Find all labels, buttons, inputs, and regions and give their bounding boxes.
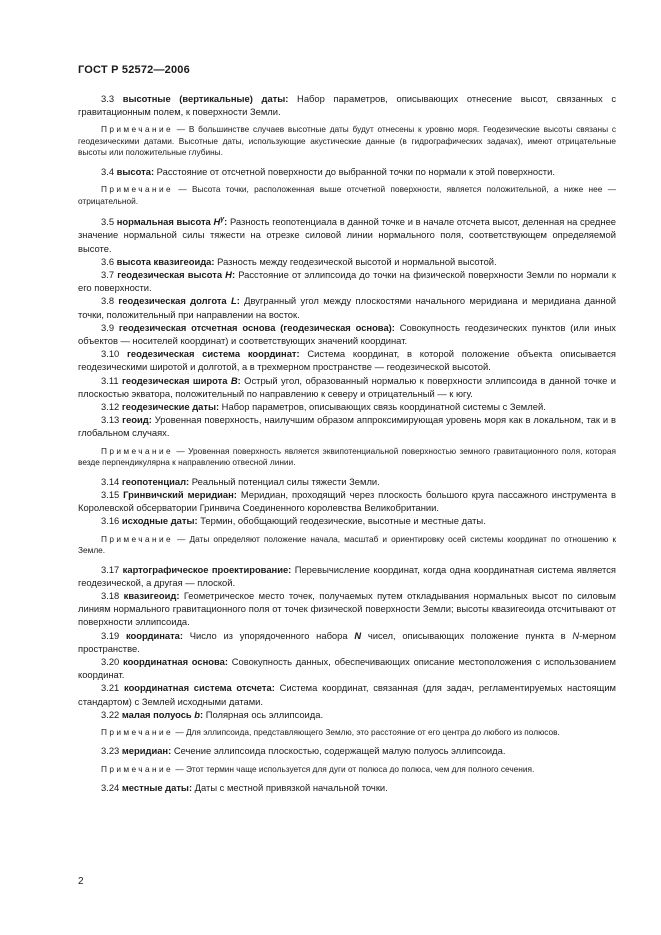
term-colon: : <box>236 295 240 307</box>
definition-paragraph <box>78 413 616 439</box>
definition-text: Разность геопотенциала в данной точке и в начале отсчета высот, деленная на среднее значение нормальной силы тяжести на отрезке силовой линии нормального поля, соответствующем определяемой высоте. <box>78 216 617 254</box>
page-number: 2 <box>78 876 84 887</box>
definition-text: Реальный потенциал силы тяжести Земли. <box>189 475 380 487</box>
clause-number: 3.7 <box>101 269 115 281</box>
clause-number: 3.4 <box>101 165 115 177</box>
term-name: геодезическая широта <box>121 374 231 386</box>
term-symbol-superscript: γ <box>220 216 225 224</box>
term-colon: : <box>224 216 228 228</box>
definition-paragraph <box>78 629 616 655</box>
clause-number: 3.9 <box>101 321 115 333</box>
definition-text: Перевычисление координат, когда одна координатная система является геодезической, а другая — плоской. <box>78 563 616 588</box>
term-name: геодезическая отсчетная основа (геодезическая основа): <box>118 321 395 333</box>
term-name: малая полуось <box>121 708 195 720</box>
definition-text: Термин, обобщающий геодезические, высотные и местные даты. <box>197 515 486 527</box>
definition-paragraph <box>78 475 616 488</box>
definition-text: Совокупность геодезических пунктов (или иных объектов — носителей координат) и соответствующих значений координат. <box>78 321 616 347</box>
term-symbol: b <box>194 708 201 720</box>
inline-symbol: N <box>354 629 362 641</box>
note-paragraph <box>78 727 616 739</box>
term-colon: : <box>231 269 236 281</box>
clause-number: 3.18 <box>101 589 120 601</box>
note-text: — Даты определяют положение начала, масштаб и ориентировку осей системы координат по отношению к Земле. <box>78 533 616 555</box>
inline-symbol: N <box>572 629 580 641</box>
term-name: высота: <box>116 165 155 177</box>
clause-number: 3.15 <box>101 488 120 500</box>
term-colon: : <box>200 708 204 720</box>
clause-number: 3.13 <box>101 414 120 426</box>
clause-number: 3.21 <box>101 682 120 694</box>
clause-number: 3.12 <box>101 401 120 413</box>
definition-paragraph <box>78 514 616 527</box>
definition-text: Набор параметров, описывающих связь координатной системы с Землей. <box>219 401 546 413</box>
definition-paragraph <box>78 374 616 400</box>
clause-number: 3.17 <box>101 563 120 575</box>
note-label: Примечание <box>101 124 174 135</box>
definition-text: Число из упорядоченного набора <box>183 629 355 641</box>
note-text: — Для эллипсоида, представляющего Землю, это расстояние от его центра до любого из полюсов. <box>173 726 560 737</box>
term-name: Гринвичский меридиан: <box>123 488 237 500</box>
term-symbol: B <box>230 374 238 386</box>
definition-text: Система координат, в которой положение объекта описывается геодезическими широтой и долготой, а в трехмерном пространстве — геодезической высотой. <box>78 348 616 373</box>
definition-paragraph <box>78 655 616 681</box>
note-label: Примечание <box>101 763 174 774</box>
definition-text: Острый угол, образованный нормалью к поверхности эллипсоида в данной точке и плоскостью экватора, положительный по направлению к северу и отрицательный — к югу. <box>78 374 616 399</box>
clause-number: 3.5 <box>101 216 115 228</box>
term-name: координата: <box>125 629 184 641</box>
term-name: геоид: <box>122 414 152 426</box>
definition-paragraph <box>78 92 616 118</box>
definition-text: чисел, описывающих положение пункта в <box>361 629 573 641</box>
term-name: картографическое проектирование: <box>122 563 292 575</box>
definition-paragraph <box>78 708 616 721</box>
definition-paragraph <box>78 294 616 320</box>
clause-number: 3.19 <box>101 629 120 641</box>
term-name: геодезическая долгота <box>118 295 231 307</box>
note-label: Примечание <box>101 445 174 456</box>
definition-text: Полярная ось эллипсоида. <box>203 708 324 720</box>
term-name: координатная основа: <box>123 655 228 667</box>
definition-paragraph <box>78 213 616 255</box>
definition-paragraph <box>78 781 616 794</box>
note-paragraph <box>78 124 616 159</box>
clause-number: 3.3 <box>101 93 115 104</box>
clause-number: 3.6 <box>101 255 115 267</box>
definition-paragraph <box>78 744 616 757</box>
term-name: геодезические даты: <box>121 401 220 413</box>
note-paragraph <box>78 184 616 207</box>
clause-number: 3.22 <box>101 708 120 720</box>
note-text: — В большинстве случаев высотные даты будут отнесены к уровню моря. Геодезические высоты связаны с геодезическими датами. Высотные даты, использующие акустические данные (в гидрографических задачах), имеют отрицательные высоты или положительные глубины. <box>78 124 616 158</box>
definition-paragraph <box>78 321 616 347</box>
definition-text: Двугранный угол между плоскостями начального меридиана и меридиана данной точки, положительный при направлении на восток. <box>78 295 616 320</box>
note-text: — Уровенная поверхность является эквипотенциальной поверхностью земного гравитационного поля, которая везде перпендикулярна к направлению отвесной линии. <box>78 445 616 468</box>
definition-paragraph <box>78 347 616 373</box>
standard-header: ГОСТ Р 52572—2006 <box>78 64 190 76</box>
term-name: координатная система отсчета: <box>124 682 275 694</box>
page-content <box>78 92 616 794</box>
definition-text: Уровенная поверхность, наилучшим образом аппроксимирующая уровень моря как в локальном, так и в глобальном случаях. <box>78 414 616 439</box>
definition-text: -мерном пространстве. <box>78 629 616 654</box>
term-name: геодезическая система координат: <box>127 348 300 360</box>
definition-text: Система координат, связанная (для задач, регламентируемых настоящим стандартом) с Землей исходными датами. <box>78 682 616 707</box>
definition-paragraph <box>78 488 616 514</box>
note-label: Примечание <box>101 726 174 737</box>
definition-text: Геометрическое место точек, получаемых путем откладывания нормальных высот по силовым линиям нормального гравитационного поля от точек физической поверхности Земли; высоты квазигеоида отсчитывают от поверхности эллипсоида. <box>78 589 616 628</box>
term-name: высотные (вертикальные) даты: <box>122 93 289 104</box>
definition-paragraph <box>78 589 616 629</box>
definition-paragraph <box>78 563 616 589</box>
definition-text: Меридиан, проходящий через плоскость большого круга пассажного инструмента в Королевской обсерватории Гринвича Соединенного королевства Великобритании. <box>78 488 616 514</box>
definition-paragraph <box>78 400 616 413</box>
term-symbol: H <box>213 216 221 228</box>
term-name: квазигеоид: <box>123 589 180 601</box>
term-symbol: L <box>230 295 237 307</box>
definition-text: Разность между геодезической высотой и нормальной высотой. <box>214 255 497 267</box>
definition-text: Даты с местной привязкой начальной точки. <box>192 782 388 794</box>
note-paragraph <box>78 446 616 469</box>
definition-text: Набор параметров, описывающих отнесение высот, связанных с гравитационным полем, к поверхности Земли. <box>78 93 617 118</box>
clause-number: 3.14 <box>101 475 120 487</box>
term-colon: : <box>237 374 241 386</box>
term-name: геодезическая высота <box>117 269 226 281</box>
note-paragraph <box>78 534 616 557</box>
clause-number: 3.20 <box>101 655 120 667</box>
note-text: — Этот термин чаще используется для дуги от полюса до полюса, чем для полного сечения. <box>173 763 535 774</box>
definition-text: Совокупность данных, обеспечивающих описание местоположения с использованием координат. <box>78 655 616 681</box>
definition-paragraph <box>78 681 616 707</box>
clause-number: 3.10 <box>101 348 120 360</box>
definition-text: Сечение эллипсоида плоскостью, содержащей малую полуось эллипсоида. <box>171 745 506 757</box>
term-name: меридиан: <box>121 745 172 757</box>
term-name: нормальная высота <box>116 216 214 228</box>
clause-number: 3.16 <box>101 515 120 527</box>
clause-number: 3.24 <box>101 782 120 794</box>
term-name: местные даты: <box>121 782 193 794</box>
definition-paragraph <box>78 255 616 268</box>
term-symbol: H <box>225 269 232 281</box>
term-name: высота квазигеоида: <box>116 255 215 267</box>
clause-number: 3.11 <box>101 374 119 386</box>
definition-paragraph <box>78 268 616 294</box>
note-label: Примечание <box>101 533 174 544</box>
term-name: исходные даты: <box>121 515 198 527</box>
note-text: — Высота точки, расположенная выше отсчетной поверхности, является положительной, а ниже нее — отрицательной. <box>78 184 616 206</box>
term-name: геопотенциал: <box>121 475 190 487</box>
definition-text: Расстояние от эллипсоида до точки на физической поверхности Земли по нормали к его поверхности. <box>78 269 616 294</box>
clause-number: 3.8 <box>101 295 115 307</box>
note-label: Примечание <box>101 184 174 195</box>
clause-number: 3.23 <box>101 745 120 757</box>
note-paragraph <box>78 764 616 776</box>
definition-paragraph <box>78 165 616 178</box>
definition-text: Расстояние от отсчетной поверхности до выбранной точки по нормали к этой поверхности. <box>154 165 555 177</box>
